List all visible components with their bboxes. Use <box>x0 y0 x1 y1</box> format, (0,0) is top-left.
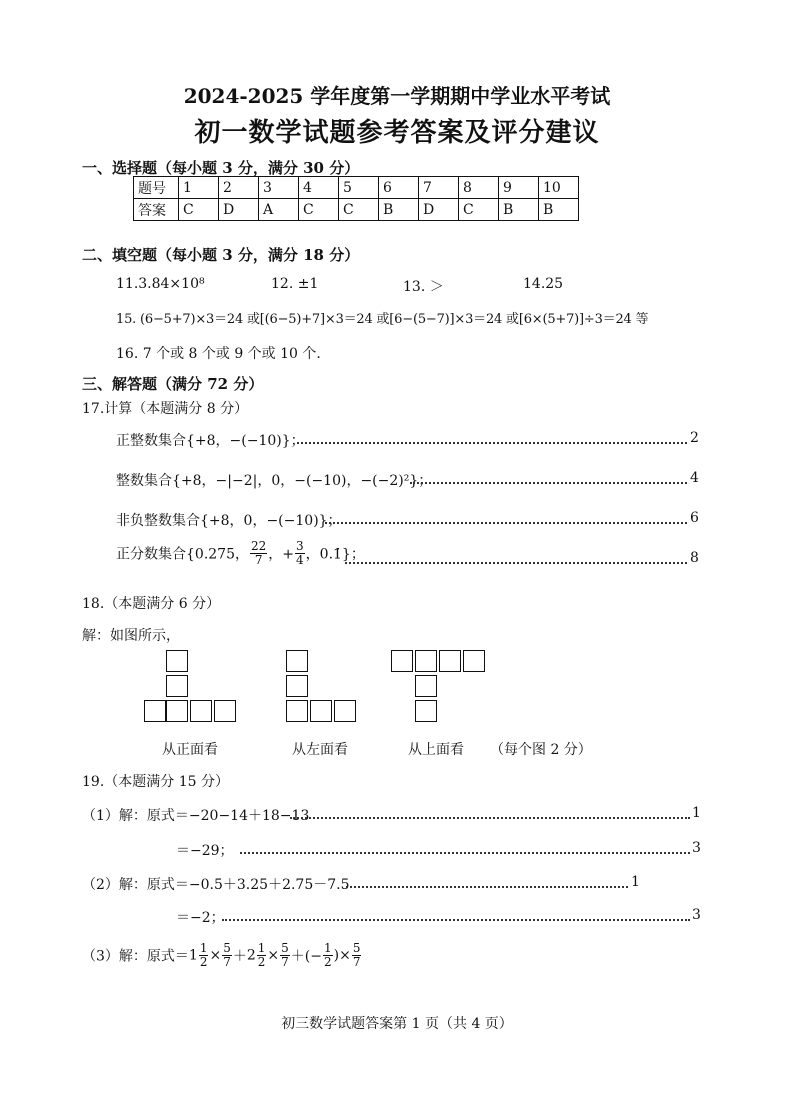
table-cell: 2 <box>219 177 259 199</box>
q17-heading: 17.计算（本题满分 8 分） <box>82 401 249 417</box>
leader-dots <box>325 522 687 524</box>
fraction <box>199 942 209 969</box>
score-mark: 4 <box>690 470 699 486</box>
table-cell: 5 <box>339 177 379 199</box>
cube-square <box>144 700 166 722</box>
score-mark: 1 <box>692 805 701 821</box>
table-cell-label: 题号 <box>134 177 179 199</box>
text: （3）解：原式＝ <box>82 948 189 965</box>
denominator: 7 <box>254 553 263 567</box>
table-cell-label: 答案 <box>134 199 179 221</box>
q19-part1-line2: ＝−29； <box>176 843 234 859</box>
cube-square <box>166 700 188 722</box>
table-cell: 7 <box>419 177 459 199</box>
answer-table <box>133 176 579 221</box>
numerator: 22 <box>251 539 267 553</box>
table-cell: 4 <box>299 177 339 199</box>
q19-heading: 19.（本题满分 15 分） <box>82 774 229 790</box>
section2-heading: 二、填空题（每小题 3 分，满分 18 分） <box>82 246 360 264</box>
text: 正分数集合{0.275， <box>116 546 249 563</box>
answer-q15: 15. (6−5+7)×3＝24 或[(6−5)+7]×3＝24 或[6−(5−7)]×3＝24 或[6×(5+7)]÷3＝24 等 <box>116 312 649 327</box>
cube-square <box>286 675 308 697</box>
score-mark: 3 <box>692 907 701 923</box>
section1-heading: 一、选择题（每小题 3 分，满分 30 分） <box>82 159 360 177</box>
q18-score-note: （每个图 2 分） <box>490 742 592 758</box>
q19-part2-line2: ＝−2； <box>176 910 225 926</box>
table-cell: C <box>179 199 219 221</box>
answer-q11: 11.3.84×10⁸ <box>116 276 205 292</box>
section3-heading: 三、解答题（满分 72 分） <box>82 375 264 393</box>
answer-q14: 14.25 <box>523 276 564 292</box>
text: ，+ <box>268 546 295 563</box>
leader-dots <box>346 886 628 888</box>
cube-square <box>439 650 461 672</box>
denominator: 7 <box>352 955 361 969</box>
cube-square <box>310 700 332 722</box>
q19-part2-line1: （2）解：原式＝−0.5＋3.25＋2.75－7.5 <box>82 877 350 893</box>
cube-square <box>214 700 236 722</box>
numerator: 1 <box>199 941 208 955</box>
numerator: 3 <box>296 539 304 553</box>
denominator: 7 <box>223 955 231 969</box>
table-cell: B <box>379 199 419 221</box>
answer-q13: 13. ＞ <box>403 279 444 295</box>
fraction <box>250 540 267 567</box>
fraction <box>222 942 232 969</box>
leader-dots <box>345 562 687 564</box>
whole-part: 2 <box>246 947 256 964</box>
table-cell: B <box>499 199 539 221</box>
operator: ＋(− <box>290 948 322 965</box>
leader-dots <box>410 482 687 484</box>
denominator: 2 <box>324 955 332 969</box>
fraction <box>280 942 290 969</box>
q18-intro: 解：如图所示， <box>82 628 180 644</box>
cube-square <box>391 650 413 672</box>
leader-dots <box>222 919 690 921</box>
cube-square <box>334 700 356 722</box>
whole-part: 1 <box>188 947 198 964</box>
leader-dots <box>240 852 690 854</box>
table-cell: 1 <box>179 177 219 199</box>
leader-dots <box>297 442 687 444</box>
numerator: 5 <box>352 941 361 955</box>
numerator: 5 <box>223 941 231 955</box>
denominator: 4 <box>296 553 304 567</box>
score-mark: 6 <box>690 510 699 526</box>
operator: × <box>209 947 222 964</box>
cube-square <box>415 675 437 697</box>
document-title: 初一数学试题参考答案及评分建议 <box>194 118 600 148</box>
q17-line-positive-integers: 正整数集合{+8，−(−10)}； <box>116 433 305 449</box>
table-cell: B <box>539 199 579 221</box>
table-cell: 10 <box>539 177 579 199</box>
cube-square <box>166 650 188 672</box>
numerator: 1 <box>324 941 332 955</box>
fraction <box>257 942 267 969</box>
leader-dots <box>290 817 690 819</box>
denominator: 2 <box>257 955 266 969</box>
q19-part1-line1: （1）解：原式＝−20−14＋18−13 <box>82 808 310 824</box>
front-view-figure <box>144 650 240 725</box>
score-mark: 8 <box>690 550 699 566</box>
q17-line-positive-fractions <box>116 540 365 567</box>
table-cell: A <box>259 199 299 221</box>
cube-square <box>415 650 437 672</box>
q17-line-nonneg-integers: 非负整数集合{+8，0，−(−10)}； <box>116 513 342 529</box>
operator: ＋ <box>232 948 247 965</box>
cube-square <box>463 650 485 672</box>
cube-square <box>166 675 188 697</box>
table-row-answers <box>134 199 579 221</box>
score-mark: 3 <box>692 840 701 856</box>
table-cell: C <box>459 199 499 221</box>
denominator: 2 <box>199 955 208 969</box>
page-footer: 初三数学试题答案第 1 页（共 4 页） <box>281 1016 513 1032</box>
fraction <box>352 942 362 969</box>
cube-square <box>190 700 212 722</box>
table-cell: C <box>299 199 339 221</box>
fraction <box>323 942 333 969</box>
caption-top-view: 从上面看 <box>408 742 464 758</box>
left-view-figure <box>286 650 358 725</box>
q18-heading: 18.（本题满分 6 分） <box>82 596 221 612</box>
q17-line-integers: 整数集合{+8，−|−2|，0，−(−10)，−(−2)²}； <box>116 473 433 489</box>
table-cell: 9 <box>499 177 539 199</box>
cube-square <box>286 700 308 722</box>
table-cell: 6 <box>379 177 419 199</box>
fraction <box>295 540 305 567</box>
table-row-numbers <box>134 177 579 199</box>
table-cell: D <box>419 199 459 221</box>
score-mark: 1 <box>631 874 640 890</box>
caption-left-view: 从左面看 <box>292 742 348 758</box>
operator: )× <box>333 947 351 964</box>
numerator: 1 <box>257 941 266 955</box>
table-cell: C <box>339 199 379 221</box>
answer-q12: 12. ±1 <box>271 276 319 292</box>
table-cell: 8 <box>459 177 499 199</box>
cube-square <box>415 700 437 722</box>
cube-square <box>286 650 308 672</box>
denominator: 7 <box>281 955 289 969</box>
caption-front-view: 从正面看 <box>162 742 218 758</box>
q19-part3-expression <box>82 942 362 969</box>
exam-title: 2024-2025 学年度第一学期期中学业水平考试 <box>183 84 611 108</box>
answer-q16: 16. 7 个或 8 个或 9 个或 10 个. <box>116 346 321 362</box>
numerator: 5 <box>281 941 289 955</box>
text: ，0.1̇}； <box>305 546 365 563</box>
table-cell: 3 <box>259 177 299 199</box>
score-mark: 2 <box>690 430 699 446</box>
top-view-figure <box>391 650 487 725</box>
operator: × <box>267 947 280 964</box>
table-cell: D <box>219 199 259 221</box>
